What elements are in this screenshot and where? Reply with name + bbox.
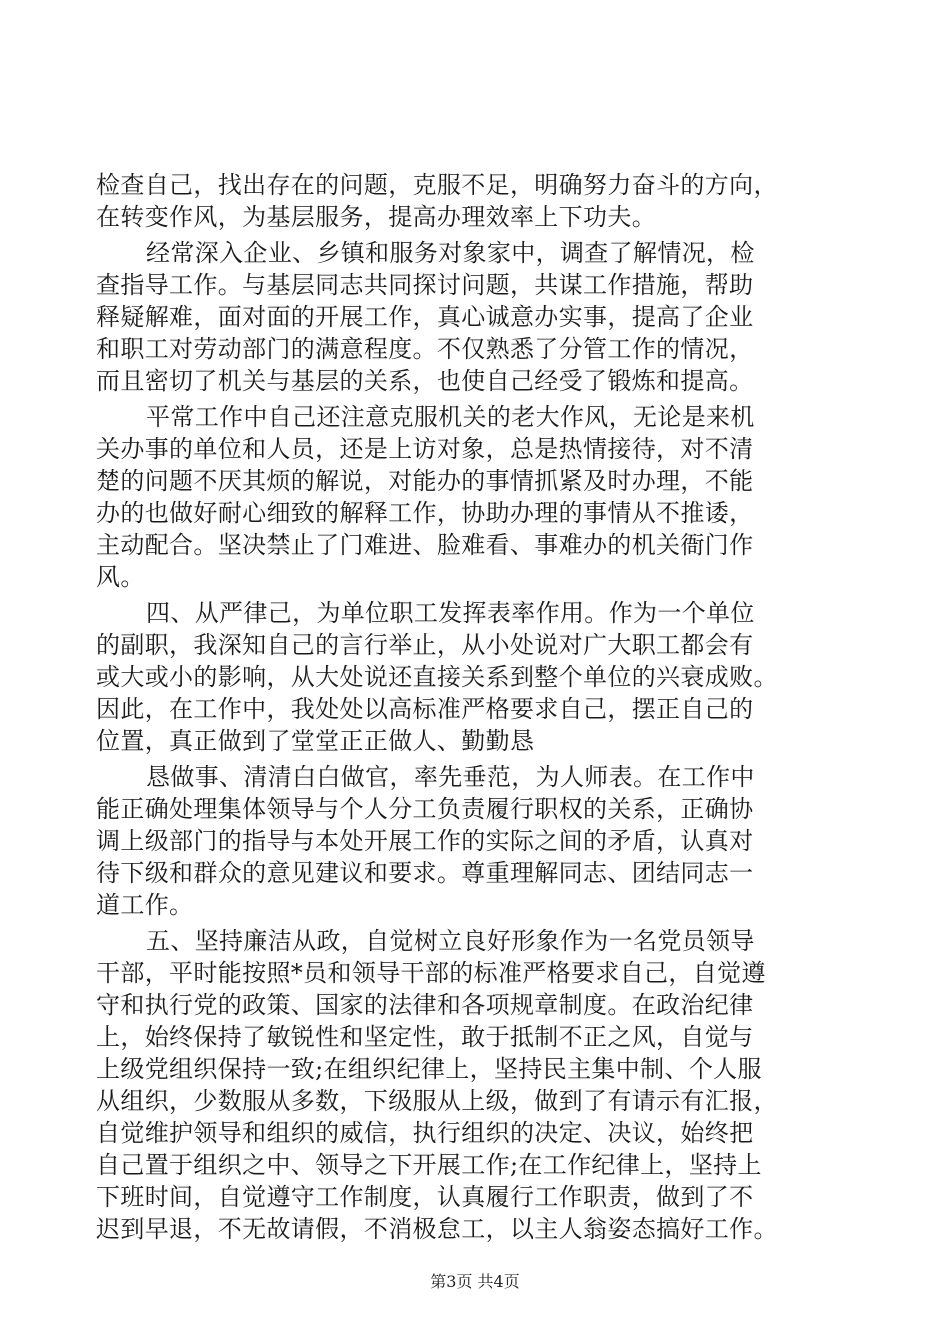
text-line: 平常工作中自己还注意克服机关的老大作风，无论是来机	[146, 403, 755, 431]
text-line: 在转变作风，为基层服务，提高办理效率上下功夫。	[96, 203, 657, 231]
text-line: 楚的问题不厌其烦的解说，对能办的事情抓紧及时办理，不能	[96, 467, 754, 495]
page-number-footer: 第3页 共4页	[430, 1272, 520, 1291]
text-line: 五、坚持廉洁从政，自觉树立良好形象作为一名党员领导	[146, 927, 755, 955]
text-line: 调上级部门的指导与本处开展工作的实际之间的矛盾，认真对	[96, 827, 754, 855]
text-line: 检查自己，找出存在的问题，克服不足，明确努力奋斗的方向，	[96, 171, 778, 199]
text-line: 办的也做好耐心细致的解释工作，协助办理的事情从不推诿，	[96, 499, 754, 527]
text-line: 而且密切了机关与基层的关系，也使自己经受了锻炼和提高。	[96, 367, 754, 395]
text-line: 恳做事、清清白白做官，率先垂范，为人师表。在工作中	[146, 763, 755, 791]
text-line: 或大或小的影响，从大处说还直接关系到整个单位的兴衰成败。	[96, 663, 778, 691]
text-line: 关办事的单位和人员，还是上访对象，总是热情接待，对不清	[96, 435, 754, 463]
text-line: 上，始终保持了敏锐性和坚定性，敢于抵制不正之风，自觉与	[96, 1023, 754, 1051]
text-line: 主动配合。坚决禁止了门难进、脸难看、事难办的机关衙门作	[96, 531, 754, 559]
text-line: 经常深入企业、乡镇和服务对象家中，调查了解情况，检	[146, 239, 755, 267]
text-line: 干部，平时能按照*员和领导干部的标准严格要求自己，自觉遵	[96, 959, 766, 987]
text-line: 守和执行党的政策、国家的法律和各项规章制度。在政治纪律	[96, 991, 754, 1019]
text-line: 因此，在工作中，我处处以高标准严格要求自己，摆正自己的	[96, 695, 754, 723]
text-line: 道工作。	[96, 891, 194, 919]
text-line: 上级党组织保持一致;在组织纪律上，坚持民主集中制、个人服	[96, 1055, 762, 1083]
text-line: 查指导工作。与基层同志共同探讨问题，共谋工作措施，帮助	[96, 271, 754, 299]
text-line: 风。	[96, 563, 145, 591]
text-line: 四、从严律己，为单位职工发挥表率作用。作为一个单位	[146, 599, 755, 627]
text-line: 自觉维护领导和组织的威信，执行组织的决定、决议，始终把	[96, 1119, 754, 1147]
text-line: 下班时间，自觉遵守工作制度，认真履行工作职责，做到了不	[96, 1183, 754, 1211]
text-line: 迟到早退，不无故请假，不消极怠工，以主人翁姿态搞好工作。	[96, 1215, 778, 1243]
text-line: 和职工对劳动部门的满意程度。不仅熟悉了分管工作的情况，	[96, 335, 754, 363]
text-line: 能正确处理集体领导与个人分工负责履行职权的关系，正确协	[96, 795, 754, 823]
text-line: 自己置于组织之中、领导之下开展工作;在工作纪律上，坚持上	[96, 1151, 762, 1179]
text-line: 待下级和群众的意见建议和要求。尊重理解同志、团结同志一	[96, 859, 754, 887]
text-line: 从组织，少数服从多数，下级服从上级，做到了有请示有汇报，	[96, 1087, 778, 1115]
text-line: 释疑解难，面对面的开展工作，真心诚意办实事，提高了企业	[96, 303, 754, 331]
text-line: 的副职，我深知自己的言行举止，从小处说对广大职工都会有	[96, 631, 754, 659]
text-line: 位置，真正做到了堂堂正正做人、勤勤恳	[96, 727, 535, 755]
